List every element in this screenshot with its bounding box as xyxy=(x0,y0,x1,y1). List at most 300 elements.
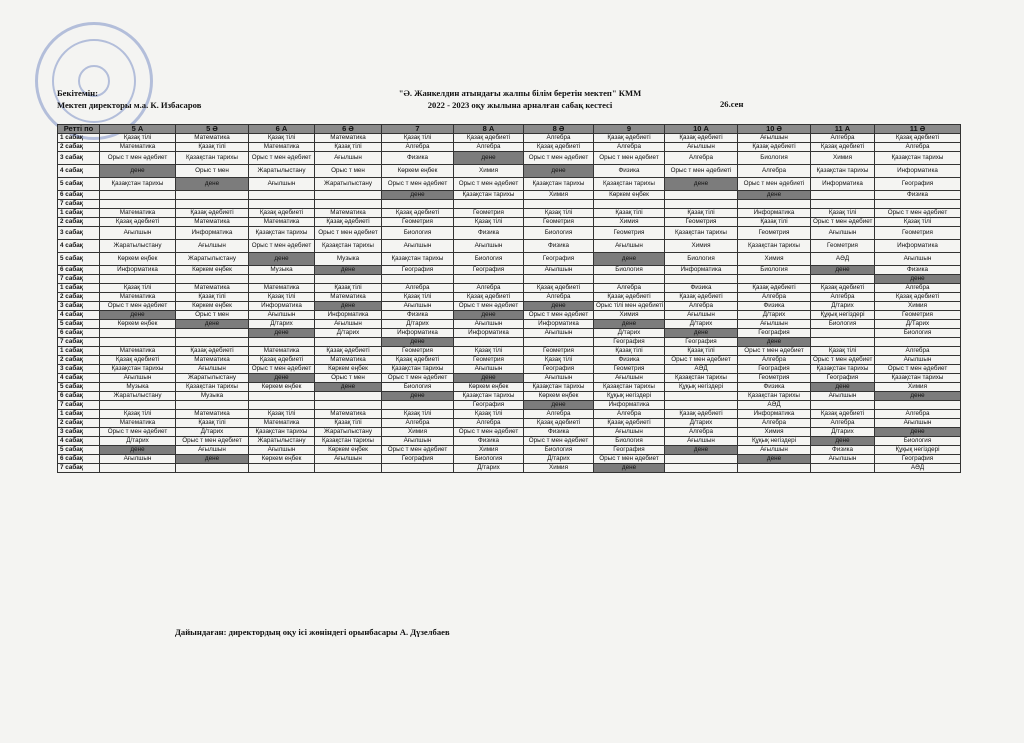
subject-cell: Ағылшын xyxy=(249,311,315,320)
subject-cell: Алгебра xyxy=(665,152,738,165)
subject-cell: Химия xyxy=(738,428,811,437)
subject-cell: Қазақ тілі xyxy=(249,134,315,143)
subject-cell: Қазақстан тарихы xyxy=(738,240,811,253)
subject-cell: Қазақстан тарихы xyxy=(665,227,738,240)
subject-cell xyxy=(738,464,811,473)
subject-cell xyxy=(665,191,738,200)
subject-cell xyxy=(875,401,961,410)
subject-cell: Орыс т мен әдебиет xyxy=(875,209,961,218)
subject-cell: Химия xyxy=(382,428,454,437)
subject-cell: Музыка xyxy=(100,383,176,392)
lesson-number-cell: 5 сабақ xyxy=(58,320,100,329)
subject-cell: Қазақстан тарихы xyxy=(454,392,524,401)
subject-cell: Орыс т мен әдебиет xyxy=(249,152,315,165)
subject-cell: Орыс т мен әдебиет xyxy=(249,240,315,253)
table-row xyxy=(58,165,961,178)
subject-cell: Биология xyxy=(594,266,665,275)
subject-cell: Физика xyxy=(738,302,811,311)
subject-cell xyxy=(524,338,594,347)
table-row xyxy=(58,311,961,320)
lesson-number-cell: 5 сабақ xyxy=(58,446,100,455)
subject-cell: География xyxy=(382,266,454,275)
subject-cell: Қазақстан тарихы xyxy=(811,165,875,178)
subject-cell: Орыс т мен әдебиет xyxy=(382,446,454,455)
subject-cell: дене xyxy=(176,455,249,464)
subject-cell: дене xyxy=(315,302,382,311)
subject-cell: АӘД xyxy=(665,365,738,374)
subject-cell: Д/тарих xyxy=(100,437,176,446)
subject-cell: Биология xyxy=(454,455,524,464)
subject-cell: дене xyxy=(594,320,665,329)
table-row xyxy=(58,338,961,347)
subject-cell: Қазақ тілі xyxy=(811,209,875,218)
subject-cell: Орыс т мен әдебиет xyxy=(454,428,524,437)
subject-cell: Музыка xyxy=(249,266,315,275)
subject-cell: Қазақ әдебиеті xyxy=(738,284,811,293)
table-row xyxy=(58,227,961,240)
header-class-2: 5 Ә xyxy=(176,125,249,134)
subject-cell xyxy=(454,200,524,209)
subject-cell: Ағылшын xyxy=(382,302,454,311)
subject-cell: Алгебра xyxy=(382,419,454,428)
subject-cell: Жаратылыстану xyxy=(249,437,315,446)
subject-cell: Қазақ әдебиеті xyxy=(249,209,315,218)
subject-cell: Химия xyxy=(875,383,961,392)
subject-cell xyxy=(875,338,961,347)
lesson-number-cell: 7 сабақ xyxy=(58,401,100,410)
subject-cell: Д/Тарих xyxy=(875,320,961,329)
subject-cell: Химия xyxy=(524,464,594,473)
subject-cell: Қазақ тілі xyxy=(665,209,738,218)
table-row xyxy=(58,374,961,383)
subject-cell: дене xyxy=(176,320,249,329)
subject-cell xyxy=(811,464,875,473)
subject-cell: Д/тарих xyxy=(665,419,738,428)
subject-cell: Химия xyxy=(875,302,961,311)
subject-cell: Қазақ әдебиеті xyxy=(382,356,454,365)
subject-cell: Биология xyxy=(738,266,811,275)
header-class-5: 7 xyxy=(382,125,454,134)
subject-cell: Ағылшын xyxy=(524,329,594,338)
subject-cell xyxy=(249,392,315,401)
subject-cell: дене xyxy=(454,152,524,165)
subject-cell: Ағылшын xyxy=(594,240,665,253)
lesson-number-cell: 1 сабақ xyxy=(58,134,100,143)
lesson-number-cell: 1 сабақ xyxy=(58,347,100,356)
subject-cell: Қазақстан тарихы xyxy=(315,437,382,446)
lesson-number-cell: 5 сабақ xyxy=(58,383,100,392)
subject-cell: Жаратылыстану xyxy=(315,428,382,437)
subject-cell: Алгебра xyxy=(811,134,875,143)
subject-cell: Қазақстан тарихы xyxy=(249,428,315,437)
subject-cell: Математика xyxy=(249,143,315,152)
subject-cell: География xyxy=(382,455,454,464)
subject-cell: Қазақ әдебиеті xyxy=(315,347,382,356)
subject-cell: Орыс т мен әдебиеті xyxy=(665,165,738,178)
subject-cell: Көркем еңбек xyxy=(100,320,176,329)
subject-cell: Ағылшын xyxy=(594,374,665,383)
lesson-number-cell: 3 сабақ xyxy=(58,428,100,437)
subject-cell: Химия xyxy=(665,240,738,253)
subject-cell: дене xyxy=(594,253,665,266)
lesson-number-cell: 4 сабақ xyxy=(58,374,100,383)
subject-cell: Д/тарих xyxy=(594,329,665,338)
subject-cell: Қазақстан тарихы xyxy=(382,253,454,266)
subject-cell xyxy=(594,200,665,209)
subject-cell xyxy=(100,200,176,209)
subject-cell xyxy=(249,275,315,284)
subject-cell: Математика xyxy=(176,356,249,365)
approval-block xyxy=(57,87,201,111)
subject-cell: Ағылшын xyxy=(382,437,454,446)
subject-cell: Қазақ тілі xyxy=(454,410,524,419)
subject-cell: Математика xyxy=(315,209,382,218)
subject-cell xyxy=(875,200,961,209)
lesson-number-cell: 7 сабақ xyxy=(58,200,100,209)
lesson-number-cell: 5 сабақ xyxy=(58,253,100,266)
subject-cell xyxy=(315,191,382,200)
subject-cell: АӘД xyxy=(811,253,875,266)
subject-cell: Қазақ тілі xyxy=(100,284,176,293)
subject-cell: Алгебра xyxy=(738,419,811,428)
subject-cell xyxy=(249,338,315,347)
subject-cell xyxy=(100,275,176,284)
subject-cell: Орыс т мен әдебиет xyxy=(382,178,454,191)
subject-cell xyxy=(454,275,524,284)
lesson-number-cell: 6 сабақ xyxy=(58,392,100,401)
subject-cell: Информатика xyxy=(249,302,315,311)
subject-cell xyxy=(176,275,249,284)
approval-line-1: Бекітемін: xyxy=(57,88,98,98)
subject-cell: Қазақ тілі xyxy=(315,419,382,428)
subject-cell: Қазақ тілі xyxy=(524,209,594,218)
subject-cell xyxy=(315,401,382,410)
subject-cell: Қазақстан тарихы xyxy=(100,178,176,191)
subject-cell: Қазақ тілі xyxy=(594,347,665,356)
subject-cell: Құқық негіздері xyxy=(594,392,665,401)
subject-cell: Ағылшын xyxy=(811,455,875,464)
subject-cell xyxy=(382,275,454,284)
subject-cell: Геометрия xyxy=(594,227,665,240)
subject-cell: Қазақ әдебиеті xyxy=(811,410,875,419)
subject-cell: Орыс т мен әдебиет xyxy=(738,347,811,356)
subject-cell: Ағылшын xyxy=(176,446,249,455)
subject-cell xyxy=(811,401,875,410)
subject-cell: Жаратылыстану xyxy=(315,178,382,191)
subject-cell: Физика xyxy=(875,191,961,200)
subject-cell xyxy=(315,392,382,401)
subject-cell: дене xyxy=(454,311,524,320)
subject-cell: Қазақстан тарихы xyxy=(382,365,454,374)
table-row xyxy=(58,191,961,200)
approval-line-2: Мектеп директоры м.а. К. Избасаров xyxy=(57,100,202,110)
subject-cell: Қазақ әдебиеті xyxy=(665,293,738,302)
subject-cell: Көркем еңбек xyxy=(315,365,382,374)
subject-cell: Қазақстан тарихы xyxy=(594,178,665,191)
subject-cell: Алгебра xyxy=(594,143,665,152)
subject-cell: дене xyxy=(811,383,875,392)
subject-cell: дене xyxy=(811,437,875,446)
subject-cell: Орыс т мен әдебиет xyxy=(382,374,454,383)
subject-cell: География xyxy=(875,178,961,191)
table-row xyxy=(58,293,961,302)
subject-cell: Қазақ тілі xyxy=(594,209,665,218)
subject-cell: География xyxy=(594,338,665,347)
subject-cell xyxy=(738,275,811,284)
lesson-number-cell: 2 сабақ xyxy=(58,218,100,227)
subject-cell xyxy=(315,275,382,284)
subject-cell: Қазақ әдебиеті xyxy=(454,293,524,302)
subject-cell: География xyxy=(454,401,524,410)
subject-cell: дене xyxy=(454,374,524,383)
subject-cell: Геометрия xyxy=(524,218,594,227)
subject-cell xyxy=(315,338,382,347)
subject-cell: Қазақстан тарихы xyxy=(249,227,315,240)
table-row xyxy=(58,218,961,227)
table-row xyxy=(58,240,961,253)
lesson-number-cell: 7 сабақ xyxy=(58,275,100,284)
subject-cell: Геометрия xyxy=(738,227,811,240)
subject-cell: Қазақ тілі xyxy=(249,410,315,419)
subject-cell: Ағылшын xyxy=(100,455,176,464)
subject-cell: Информатика xyxy=(665,266,738,275)
subject-cell: Математика xyxy=(176,218,249,227)
subject-cell: Ағылшын xyxy=(100,374,176,383)
subject-cell xyxy=(811,200,875,209)
subject-cell: Физика xyxy=(594,356,665,365)
subject-cell: Орыс т мен әдебиеті xyxy=(738,178,811,191)
subject-cell: Химия xyxy=(454,165,524,178)
subject-cell: Ағылшын xyxy=(665,143,738,152)
subject-cell: Қазақ тілі xyxy=(315,143,382,152)
subject-cell: Алгебра xyxy=(738,356,811,365)
subject-cell: Қазақ әдебиеті xyxy=(811,284,875,293)
subject-cell xyxy=(176,329,249,338)
subject-cell: Геометрия xyxy=(454,209,524,218)
subject-cell xyxy=(382,401,454,410)
subject-cell: Ағылшын xyxy=(100,227,176,240)
header-class-3: 6 А xyxy=(249,125,315,134)
subject-cell: Қазақ әдебиеті xyxy=(811,143,875,152)
table-row xyxy=(58,209,961,218)
subject-cell: Информатика xyxy=(176,227,249,240)
subject-cell: Д/тарих xyxy=(176,428,249,437)
subject-cell: Математика xyxy=(249,347,315,356)
subject-cell: дене xyxy=(524,302,594,311)
lesson-number-cell: 2 сабақ xyxy=(58,356,100,365)
document-header xyxy=(0,85,1024,121)
subject-cell xyxy=(665,401,738,410)
subject-cell: Информатика xyxy=(738,209,811,218)
subject-cell: дене xyxy=(665,178,738,191)
table-row xyxy=(58,401,961,410)
lesson-number-cell: 5 сабақ xyxy=(58,178,100,191)
subject-cell: Физика xyxy=(454,437,524,446)
subject-cell xyxy=(176,191,249,200)
header-class-9: 10 А xyxy=(665,125,738,134)
subject-cell xyxy=(249,401,315,410)
table-row xyxy=(58,200,961,209)
subject-cell: Қазақ тілі xyxy=(454,347,524,356)
subject-cell: Қазақстан тарихы xyxy=(454,191,524,200)
subject-cell: Көркем еңбек xyxy=(100,253,176,266)
subject-cell: Ағылшын xyxy=(454,240,524,253)
subject-cell: Математика xyxy=(315,293,382,302)
title-schedule: 2022 - 2023 оқу жылына арналған сабақ кестесі xyxy=(427,100,613,110)
subject-cell: Ағылшын xyxy=(524,266,594,275)
lesson-number-cell: 1 сабақ xyxy=(58,284,100,293)
subject-cell: Орыс т мен әдебиет xyxy=(454,302,524,311)
subject-cell: АӘД xyxy=(875,464,961,473)
subject-cell: Математика xyxy=(315,356,382,365)
header-class-11: 11 А xyxy=(811,125,875,134)
subject-cell xyxy=(100,338,176,347)
subject-cell: Биология xyxy=(875,437,961,446)
subject-cell: Қазақ әдебиеті xyxy=(594,419,665,428)
subject-cell: Алгебра xyxy=(454,284,524,293)
subject-cell: Информатика xyxy=(594,401,665,410)
lesson-number-cell: 4 сабақ xyxy=(58,240,100,253)
lesson-number-cell: 4 сабақ xyxy=(58,311,100,320)
subject-cell: Биология xyxy=(875,329,961,338)
subject-cell: Орыс т мен әдебиет xyxy=(249,365,315,374)
subject-cell: Информатика xyxy=(454,329,524,338)
subject-cell: Қазақ әдебиеті xyxy=(315,218,382,227)
subject-cell xyxy=(176,338,249,347)
lesson-number-cell: 2 сабақ xyxy=(58,419,100,428)
table-header-row xyxy=(58,125,961,134)
subject-cell: Қазақ тілі xyxy=(382,134,454,143)
subject-cell xyxy=(811,329,875,338)
subject-cell xyxy=(524,200,594,209)
subject-cell: Алгебра xyxy=(875,347,961,356)
subject-cell: Жаратылыстану xyxy=(100,240,176,253)
subject-cell xyxy=(665,275,738,284)
subject-cell: Орыс т мен әдебиет xyxy=(100,152,176,165)
subject-cell: География xyxy=(738,365,811,374)
subject-cell: Көркем еңбек xyxy=(454,383,524,392)
subject-cell: Қазақ тілі xyxy=(100,134,176,143)
table-row xyxy=(58,178,961,191)
subject-cell xyxy=(665,392,738,401)
subject-cell: Қазақ тілі xyxy=(665,347,738,356)
subject-cell: Алгебра xyxy=(738,165,811,178)
table-row xyxy=(58,446,961,455)
lesson-number-cell: 7 сабақ xyxy=(58,464,100,473)
subject-cell: Ағылшын xyxy=(315,320,382,329)
subject-cell: Ағылшын xyxy=(665,437,738,446)
subject-cell: Д/тарих xyxy=(454,464,524,473)
subject-cell: Қазақ әдебиеті xyxy=(524,284,594,293)
document-date: 26.сен xyxy=(720,99,744,109)
subject-cell: Қазақ әдебиеті xyxy=(100,218,176,227)
subject-cell: Орыс т мен әдебиет xyxy=(594,152,665,165)
subject-cell: Орыс т мен әдебиет xyxy=(315,227,382,240)
subject-cell: Биология xyxy=(738,152,811,165)
subject-cell: Көркем еңбек xyxy=(176,266,249,275)
table-row xyxy=(58,383,961,392)
table-row xyxy=(58,134,961,143)
subject-cell: дене xyxy=(524,165,594,178)
header-class-12: 11 Ә xyxy=(875,125,961,134)
subject-cell: Математика xyxy=(249,218,315,227)
subject-cell: дене xyxy=(594,464,665,473)
subject-cell: Құқық негіздері xyxy=(738,437,811,446)
subject-cell: Жаратылыстану xyxy=(176,253,249,266)
subject-cell xyxy=(176,401,249,410)
subject-cell: дене xyxy=(738,455,811,464)
subject-cell xyxy=(382,200,454,209)
subject-cell: Алгебра xyxy=(454,143,524,152)
subject-cell: Орыс т мен xyxy=(176,311,249,320)
subject-cell xyxy=(100,464,176,473)
subject-cell: Геометрия xyxy=(382,347,454,356)
subject-cell: Д/тарих xyxy=(524,455,594,464)
subject-cell: Орыс т мен әдебиет xyxy=(524,437,594,446)
subject-cell: Көркем еңбек xyxy=(382,165,454,178)
subject-cell: Математика xyxy=(100,209,176,218)
subject-cell: Қазақстан тарихы xyxy=(665,374,738,383)
subject-cell: Физика xyxy=(665,284,738,293)
subject-cell: Физика xyxy=(738,383,811,392)
table-row xyxy=(58,365,961,374)
subject-cell: Құқық негіздері xyxy=(875,446,961,455)
subject-cell: Ағылшын xyxy=(875,356,961,365)
subject-cell: Ағылшын xyxy=(315,455,382,464)
subject-cell: Қазақстан тарихы xyxy=(811,365,875,374)
subject-cell: Математика xyxy=(315,410,382,419)
subject-cell: Жаратылыстану xyxy=(100,392,176,401)
subject-cell: Қазақ тілі xyxy=(524,356,594,365)
subject-cell: Көркем еңбек xyxy=(315,446,382,455)
subject-cell: Қазақ тілі xyxy=(382,410,454,419)
subject-cell: дене xyxy=(875,428,961,437)
subject-cell: Биология xyxy=(454,253,524,266)
subject-cell: Орыс т мен әдебиет xyxy=(524,152,594,165)
subject-cell: дене xyxy=(100,446,176,455)
subject-cell: Қазақ тілі xyxy=(176,293,249,302)
subject-cell: Алгебра xyxy=(524,293,594,302)
table-row xyxy=(58,329,961,338)
subject-cell: Химия xyxy=(594,311,665,320)
subject-cell xyxy=(665,464,738,473)
subject-cell: дене xyxy=(875,392,961,401)
subject-cell: Жаратылыстану xyxy=(249,165,315,178)
subject-cell: Орыс т мен xyxy=(315,374,382,383)
lesson-number-cell: 7 сабақ xyxy=(58,338,100,347)
subject-cell xyxy=(594,275,665,284)
lesson-number-cell: 4 сабақ xyxy=(58,165,100,178)
subject-cell: Орыс т мен әдебиет xyxy=(665,356,738,365)
subject-cell: Көркем еңбек xyxy=(249,455,315,464)
subject-cell: Қазақстан тарихы xyxy=(315,240,382,253)
subject-cell: Көркем еңбек xyxy=(594,191,665,200)
subject-cell: Қазақ әдебиеті xyxy=(665,134,738,143)
subject-cell: Геометрия xyxy=(382,218,454,227)
subject-cell: дене xyxy=(176,178,249,191)
table-row xyxy=(58,464,961,473)
subject-cell: Қазақ әдебиеті xyxy=(524,143,594,152)
subject-cell: Құқық негіздері xyxy=(811,311,875,320)
table-row xyxy=(58,320,961,329)
subject-cell: дене xyxy=(315,266,382,275)
subject-cell: Көркем еңбек xyxy=(524,392,594,401)
table-row xyxy=(58,356,961,365)
subject-cell: Биология xyxy=(594,437,665,446)
header-class-6: 8 А xyxy=(454,125,524,134)
subject-cell xyxy=(100,401,176,410)
subject-cell: Ағылшын xyxy=(382,240,454,253)
